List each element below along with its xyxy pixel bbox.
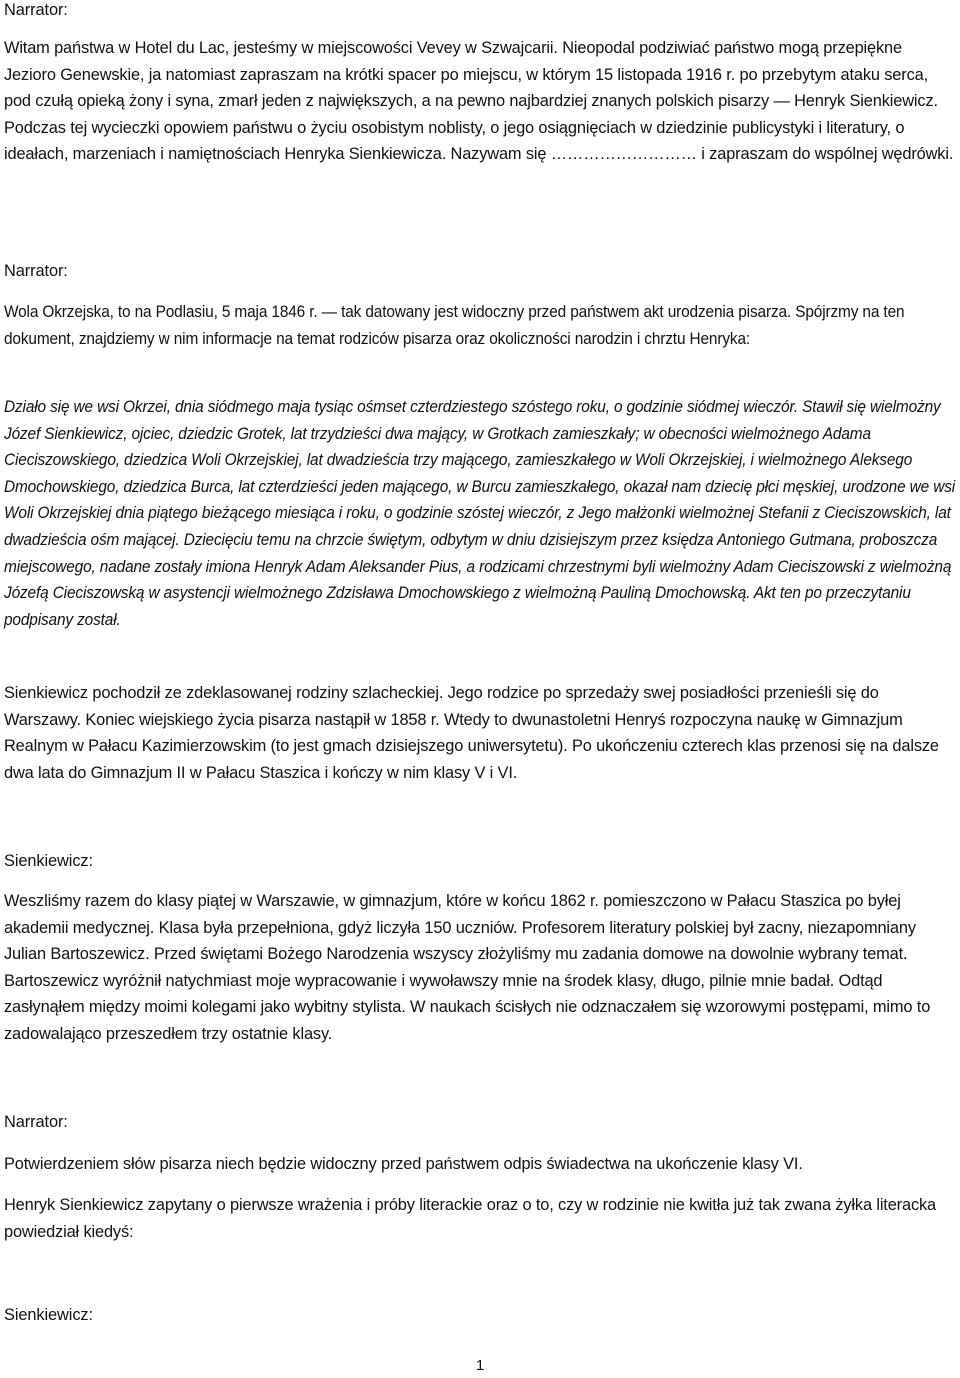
paragraph-school-memory: Weszliśmy razem do klasy piątej w Warszawie, w gimnazjum, które w końcu 1862 r. pomieszczono w Pałacu Staszica po byłej akademii medycznej. Klasa była przepełniona, gdyż liczyła 150 uczniów. Profesorem literatury polskiej był zacny, niezapomniany Julian Bartoszewicz. Przed świętami Bożego Narodzenia wszyscy złożyliśmy mu zadania domowe na dowolnie wybrany temat. Bartoszewicz wyróżnił natychmiast moje wypracowanie i wywoławszy mnie na środek klasy, długo, pilnie mnie badał. Odtąd zasłynąłem między moimi kolegami jako wybitny stylista. W naukach ścisłych nie odznaczałem się wzorowymi postępami, mimo to zadowalająco przeszedłem trzy ostatnie klasy. <box>4 892 931 1043</box>
speaker-label: Narrator: <box>4 1113 68 1131</box>
speaker-label: Sienkiewicz: <box>4 1306 93 1324</box>
paragraph-intro: Witam państwa w Hotel du Lac, jesteśmy w miejscowości Vevey w Szwajcarii. Nieopodal podziwiać państwo mogą przepiękne Jezioro Genewskie, ja natomiast zapraszam na krótki spacer po miejscu, w którym 15 listopada 1916 r. po przebytym ataku serca, pod czułą opieką żony i syna, zmarł jeden z największych, a na pewno najbardziej znanych polskich pisarzy — Henryk Sienkiewicz. Podczas tej wycieczki opowiem państwu o życiu osobistym noblisty, o jego osiągnięciach w dziedzinie publicystyki i literatury, o ideałach, marzeniach i namiętnościach Henryka Sienkiewicza. Nazywam się ……………………… i zapraszam do wspólnej wędrówki. <box>4 39 954 164</box>
speaker-label: Narrator: <box>4 1 68 19</box>
speaker-label: Narrator: <box>4 262 68 280</box>
page-number: 1 <box>475 1357 485 1374</box>
speaker-label: Sienkiewicz: <box>4 852 93 870</box>
paragraph-birth-certificate-quote: Działo się we wsi Okrzei, dnia siódmego maja tysiąc ośmset czterdziestego szóstego roku, o godzinie siódmej wieczór. Stawił się wielmożny Józef Sienkiewicz, ojciec, dziedzic Grotek, lat trzydzieści dwa mający, w Grotkach zamieszkały; w obecności wielmożnego Adama Cieciszowskiego, dziedzica Woli Okrzejskiej, lat dwadzieścia trzy mającego, zamieszkałego w Woli Okrzejskiej, i wielmożnego Aleksego Dmochowskiego, dziedzica Burca, lat czterdzieści jeden mającego, w Burcu zamieszkałego, okazał nam dziecię płci męskiej, urodzone we wsi Woli Okrzejskiej dnia piątego bieżącego miesiąca i roku, o godzinie szóstej wieczór, z Jego małżonki wielmożnej Stefanii z Cieciszowskich, lat dwadzieścia ośm mającej. Dziecięciu temu na chrzcie świętym, odbytym w dniu dzisiejszym przez księdza Antoniego Gutmana, proboszcza miejscowego, nadane zostały imiona Henryk Adam Aleksander Pius, a rodzicami chrzestnymi byli wielmożny Adam Cieciszowski z wielmożną Józefą Cieciszowską w asystencji wielmożnego Zdzisława Dmochowskiego z wielmożną Pauliną Dmochowską. Akt ten po przeczytaniu podpisany został. <box>4 398 956 629</box>
paragraph-certificate: Potwierdzeniem słów pisarza niech będzie widoczny przed państwem odpis świadectwa na ukończenie klasy VI. <box>4 1155 803 1173</box>
paragraph-birth-record-intro: Wola Okrzejska, to na Podlasiu, 5 maja 1846 r. — tak datowany jest widoczny przed państwem akt urodzenia pisarza. Spójrzmy na ten dokument, znajdziemy w nim informacje na temat rodziców pisarza oraz okoliczności narodzin i chrztu Henryka: <box>4 303 905 348</box>
paragraph-family-background: Sienkiewicz pochodził ze zdeklasowanej rodziny szlacheckiej. Jego rodzice po sprzedaży swej posiadłości przenieśli się do Warszawy. Koniec wiejskiego życia pisarza nastąpił w 1858 r. Wtedy to dwunastoletni Henryś rozpoczyna naukę w Gimnazjum Realnym w Pałacu Kazimierzowskim (to jest gmach dzisiejszego uniwersytetu). Po ukończeniu czterech klas przenosi się na dalsze dwa lata do Gimnazjum II w Pałacu Staszica i kończy w nim klasy V i VI. <box>4 684 939 782</box>
paragraph-literary-question: Henryk Sienkiewicz zapytany o pierwsze wrażenia i próby literackie oraz o to, czy w rodzinie nie kwitła już tak zwana żyłka literacka powiedział kiedyś: <box>4 1196 937 1241</box>
